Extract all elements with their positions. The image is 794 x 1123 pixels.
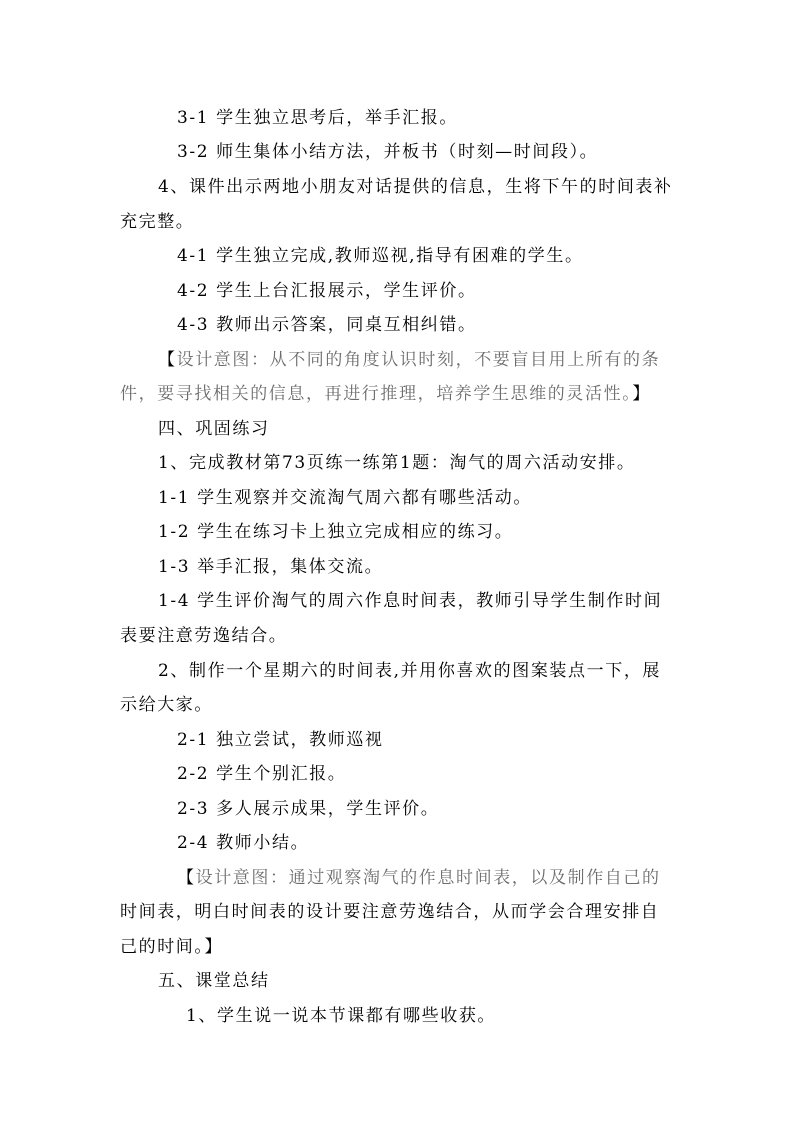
design-intent-1-cont (120, 383, 651, 405)
step-2-4: 2-4 教师小结。 (177, 833, 310, 853)
summary-1: 1、学生说一说本节课都有哪些收获。 (186, 1006, 497, 1026)
section-5-heading: 五、课堂总结 (158, 971, 270, 991)
step-1-4: 1-4 学生评价淘气的周六作息时间表，教师引导学生制作时间 (158, 591, 663, 611)
design-intent-1 (158, 349, 660, 371)
step-4-1: 4-1 学生独立完成,教师巡视,指导有困难的学生。 (177, 246, 584, 266)
step-1-1: 1-1 学生观察并交流淘气周六都有哪些活动。 (158, 488, 532, 508)
design-intent-1-text2: 件，要寻找相关的信息，再进行推理，培养学生思维的灵活性。 (120, 384, 633, 404)
step-3-2: 3-2 师生集体小结方法，并板书（时刻—时间段）。 (177, 142, 599, 162)
section-4-heading: 四、巩固练习 (158, 419, 270, 439)
design-intent-2-text2: 时间表，明白时间表的设计要注意劳逸结合，从而学会合理安排自 (120, 902, 660, 922)
exercise-1: 1、完成教材第73页练一练第1题：淘气的周六活动安排。 (158, 453, 636, 473)
design-intent-2-label: 设计意图： (195, 868, 289, 888)
design-intent-2-text3: 己的时间。 (120, 937, 205, 957)
step-1-3: 1-3 举手汇报，集体交流。 (158, 557, 384, 577)
step-2-3: 2-3 多人展示成果，学生评价。 (177, 799, 440, 819)
exercise-2: 2、制作一个星期六的时间表,并用你喜欢的图案装点一下，展 (158, 661, 662, 681)
step-1-4-cont: 表要注意劳逸结合。 (120, 626, 288, 646)
design-intent-1-close: 】 (632, 384, 651, 404)
design-intent-2-close: 】 (204, 937, 224, 957)
step-3-1: 3-1 学生独立思考后，举手汇报。 (177, 108, 458, 128)
design-intent-2-text: 通过观察淘气的作息时间表，以及制作自己的 (288, 868, 661, 888)
step-4-2: 4-2 学生上台汇报展示，学生评价。 (177, 281, 477, 301)
step-2-2: 2-2 学生个别汇报。 (177, 764, 347, 784)
design-intent-2-open: 【 (177, 868, 196, 888)
step-4-3: 4-3 教师出示答案，同桌互相纠错。 (177, 315, 477, 335)
item-4-cont: 充完整。 (120, 212, 195, 232)
design-intent-2-cont (120, 901, 659, 923)
design-intent-2-cont2 (120, 936, 223, 958)
step-2-1: 2-1 独立尝试，教师巡视 (177, 730, 384, 750)
design-intent-1-label: 设计意图： (176, 350, 270, 370)
item-4: 4、课件出示两地小朋友对话提供的信息，生将下午的时间表补 (158, 177, 673, 197)
exercise-2-cont: 示给大家。 (120, 695, 213, 715)
design-intent-2 (177, 867, 661, 889)
design-intent-1-open: 【 (158, 350, 177, 370)
design-intent-1-text: 从不同的角度认识时刻，不要盲目用上所有的条 (269, 350, 661, 370)
step-1-2: 1-2 学生在练习卡上独立完成相应的练习。 (158, 522, 514, 542)
